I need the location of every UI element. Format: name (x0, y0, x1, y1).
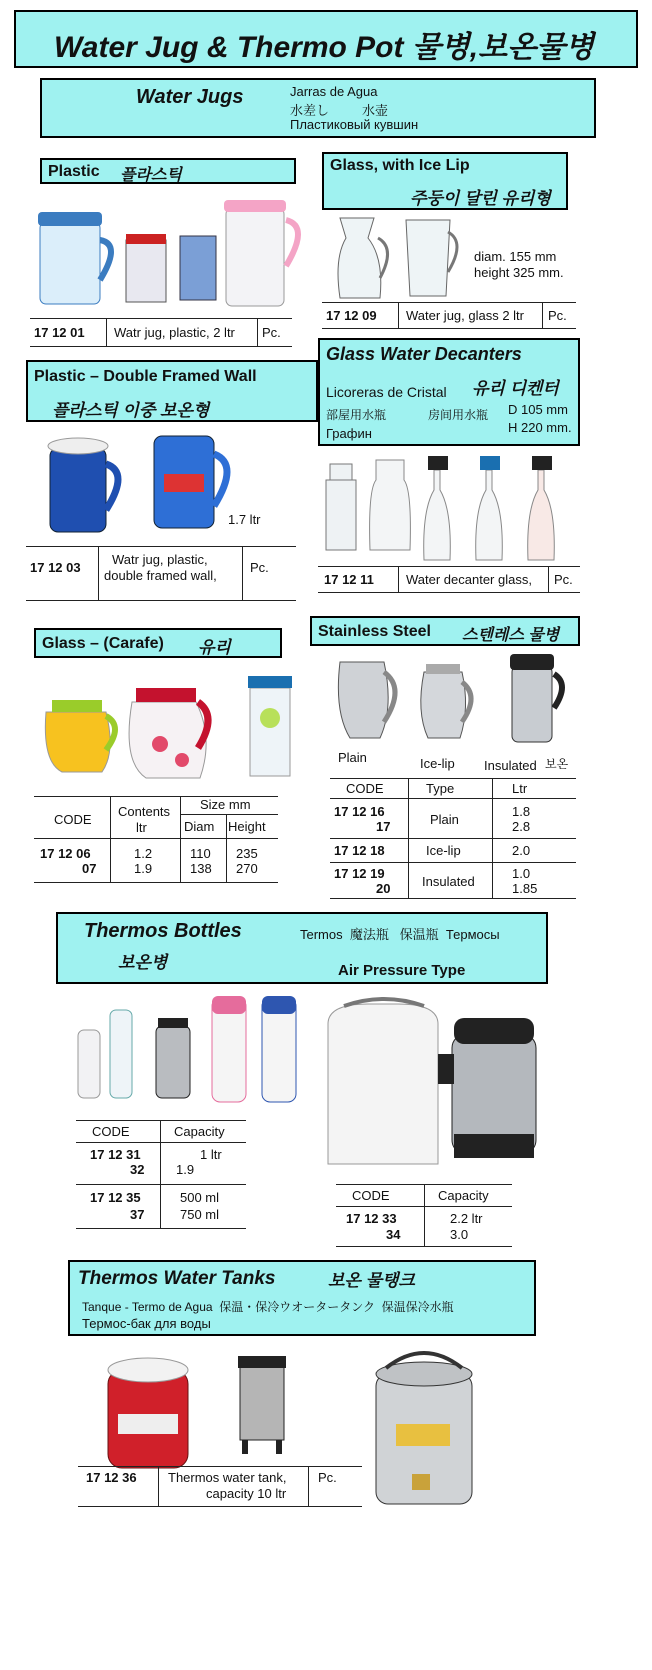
stainless-title: Stainless Steel (318, 623, 431, 640)
carafe-h-height: Height (228, 819, 266, 834)
stainless-row2-bottom (330, 862, 576, 863)
plastic-table-bottom (30, 346, 292, 347)
water-jugs-header (40, 78, 596, 138)
carafe-ht1: 235 (236, 846, 258, 861)
decanters-h: H 220 mm. (508, 420, 572, 435)
plastic-header (40, 158, 296, 184)
thermos-r2c1: 17 12 35 (90, 1190, 141, 1205)
thermos-title: Thermos Bottles (84, 920, 242, 942)
thermos-r1v2: 1.9 (176, 1162, 195, 1177)
thermos-bottles-image (72, 992, 312, 1108)
thermos-r2v1: 500 ml (180, 1190, 220, 1205)
stainless-r1-code2: 17 (376, 819, 391, 834)
tanks-unit: Pc. (318, 1470, 337, 1485)
plastic-double-div1 (98, 546, 99, 600)
glass-ice-image (330, 212, 470, 302)
tanks-title: Thermos Water Tanks (78, 1268, 276, 1289)
thermos-r2v2: 750 ml (180, 1207, 220, 1222)
carafe-div3 (226, 814, 227, 882)
air-table-bottom (336, 1246, 512, 1247)
stainless-r1-type: Plain (430, 812, 459, 827)
thermos-h-code: CODE (92, 1124, 130, 1139)
carafe-table-mid (34, 838, 278, 839)
stainless-div1 (408, 778, 409, 898)
glass-ice-table-div1 (398, 302, 399, 328)
air-r1v2: 3.0 (450, 1227, 469, 1242)
decanters-desc: Water decanter glass, (406, 572, 532, 587)
page-header (14, 10, 638, 68)
decanters-jp: 部屋用水瓶 (326, 408, 387, 422)
air-r1c2: 34 (386, 1227, 401, 1242)
plastic-double-desc1: Watr jug, plastic, (112, 552, 208, 567)
thermos-div1 (160, 1120, 161, 1228)
thermos-h-cap: Capacity (174, 1124, 225, 1139)
plastic-unit: Pc. (262, 325, 281, 340)
carafe-code2: 07 (82, 861, 97, 876)
carafe-c2: 1.9 (134, 861, 153, 876)
carafe-c1: 1.2 (134, 846, 153, 861)
glass-ice-dim1: diam. 155 mm (474, 249, 557, 264)
thermos-r1v1: 1 ltr (200, 1147, 222, 1162)
air-r1v1: 2.2 ltr (450, 1211, 483, 1226)
decanters-ko: 유리 디켄터 (472, 379, 559, 398)
thermos-table-row1 (76, 1184, 246, 1185)
decanters-header (318, 338, 580, 446)
plastic-double-header (26, 360, 318, 422)
glass-ice-header (322, 152, 568, 210)
glass-ice-title: Glass, with Ice Lip (330, 157, 470, 174)
stainless-div2 (492, 778, 493, 898)
glass-ice-desc: Water jug, glass 2 ltr (406, 308, 525, 323)
air-h-code: CODE (352, 1188, 390, 1203)
stainless-h-type: Type (426, 781, 455, 796)
plastic-double-table-bottom (26, 600, 296, 601)
carafe-h-contents2: ltr (136, 820, 147, 835)
tanks-desc1: Thermos water tank, (168, 1470, 287, 1485)
carafe-ht2: 270 (236, 861, 258, 876)
glass-ice-dim2: height 325 mm. (474, 265, 564, 280)
water-jugs-es: Jarras de Agua (290, 84, 378, 99)
stainless-r3-l1: 1.0 (512, 866, 531, 881)
stainless-r1-l1: 1.8 (512, 804, 531, 819)
plastic-double-table-top (26, 546, 296, 547)
stainless-r3-code2: 20 (376, 881, 391, 896)
thermos-r1c1: 17 12 31 (90, 1147, 141, 1162)
decanters-cn: 房间用水瓶 (428, 408, 489, 422)
carafe-header (34, 628, 282, 658)
decanters-table-bottom (318, 592, 580, 593)
stainless-table-h (330, 798, 576, 799)
plastic-table-div2 (257, 318, 258, 346)
thermos-langs: Termos 魔法瓶 保温瓶 Термосы (300, 927, 500, 942)
tanks-table-top (78, 1466, 362, 1467)
plastic-double-image (40, 428, 260, 538)
thermos-air: Air Pressure Type (338, 962, 466, 979)
glass-ice-ko: 주둥이 달린 유리형 (410, 189, 551, 208)
tanks-ko: 보온 물탱크 (328, 1271, 415, 1290)
tanks-line2: Термос-бак для воды (82, 1316, 211, 1331)
carafe-ko: 유리 (198, 638, 231, 657)
plastic-double-code: 17 12 03 (30, 560, 81, 575)
stainless-r1-l2: 2.8 (512, 819, 531, 834)
tanks-div1 (158, 1466, 159, 1506)
thermos-table-bottom (76, 1228, 246, 1229)
thermos-header (56, 912, 548, 984)
carafe-table-bottom (34, 882, 278, 883)
air-pressure-image (314, 994, 554, 1174)
stainless-r2-type: Ice-lip (426, 843, 461, 858)
stainless-lbl-ins: Insulated (484, 758, 537, 773)
glass-ice-code: 17 12 09 (326, 308, 377, 323)
stainless-r1-code1: 17 12 16 (334, 804, 385, 819)
tanks-image (100, 1344, 500, 1514)
tanks-div2 (308, 1466, 309, 1506)
plastic-table-div1 (106, 318, 107, 346)
water-jugs-jp2: 水壶 (362, 103, 389, 118)
decanters-d: D 105 mm (508, 402, 568, 417)
carafe-div1 (110, 796, 111, 882)
glass-ice-unit: Pc. (548, 308, 567, 323)
decanters-es: Licoreras de Cristal (326, 384, 447, 400)
stainless-r2-l1: 2.0 (512, 843, 531, 858)
plastic-jugs-image (30, 200, 310, 320)
stainless-header (310, 616, 580, 646)
tanks-table-bottom (78, 1506, 362, 1507)
carafe-h-diam: Diam (184, 819, 215, 834)
stainless-table-top (330, 778, 576, 779)
carafe-image (36, 672, 306, 782)
decanters-title: Glass Water Decanters (326, 344, 522, 364)
thermos-ko: 보온병 (118, 953, 168, 972)
carafe-h-code: CODE (54, 812, 92, 827)
carafe-div2 (180, 796, 181, 882)
stainless-h-ltr: Ltr (512, 781, 528, 796)
plastic-double-cap: 1.7 ltr (228, 512, 261, 527)
stainless-r2-code1: 17 12 18 (334, 843, 385, 858)
stainless-lbl-plain: Plain (338, 750, 367, 765)
decanters-code: 17 12 11 (324, 572, 374, 587)
glass-ice-table-div2 (542, 302, 543, 328)
carafe-title: Glass – (Carafe) (42, 635, 164, 652)
tanks-desc2: capacity 10 ltr (206, 1486, 287, 1501)
thermos-r2c2: 37 (130, 1207, 145, 1222)
plastic-double-ko: 플라스틱 이중 보온형 (52, 401, 210, 420)
glass-ice-table-top (322, 302, 576, 303)
carafe-d1: 110 (190, 846, 211, 861)
stainless-lbl-ins-ko: 보온 (545, 757, 569, 771)
decanters-table-top (318, 566, 580, 567)
stainless-h-code: CODE (346, 781, 384, 796)
stainless-table-bottom (330, 898, 576, 899)
decanters-image (316, 450, 576, 562)
thermos-table-h (76, 1142, 246, 1143)
water-jugs-title: Water Jugs (136, 86, 244, 108)
stainless-r3-type: Insulated (422, 874, 475, 889)
plastic-desc: Watr jug, plastic, 2 ltr (114, 325, 235, 340)
decanters-ru: Графин (326, 426, 372, 441)
water-jugs-jp1: 水差し (290, 103, 330, 118)
carafe-h-size: Size mm (200, 797, 251, 812)
glass-ice-table-bottom (322, 328, 576, 329)
plastic-double-div2 (242, 546, 243, 600)
plastic-table-top (30, 318, 292, 319)
thermos-table-top (76, 1120, 246, 1121)
plastic-title: Plastic (48, 163, 100, 180)
stainless-lbl-ice: Ice-lip (420, 756, 455, 771)
thermos-r1c2: 32 (130, 1162, 145, 1177)
plastic-double-desc2: double framed wall, (104, 568, 217, 583)
tanks-line1: Tanque - Termo de Agua 保温・保冷ウオータータンク 保温保冷水瓶 (82, 1300, 454, 1314)
tanks-code: 17 12 36 (86, 1470, 137, 1485)
carafe-size-line (180, 814, 278, 815)
carafe-h-contents1: Contents (118, 804, 171, 819)
plastic-ko: 플라스틱 (120, 167, 182, 184)
decanters-unit: Pc. (554, 572, 573, 587)
carafe-d2: 138 (190, 861, 212, 876)
stainless-ko: 스텐레스 물병 (462, 627, 560, 644)
plastic-double-title: Plastic – Double Framed Wall (34, 368, 257, 385)
air-r1c1: 17 12 33 (346, 1211, 397, 1226)
stainless-r3-code1: 17 12 19 (334, 866, 385, 881)
plastic-double-unit: Pc. (250, 560, 269, 575)
stainless-image (328, 652, 588, 748)
carafe-code1: 17 12 06 (40, 846, 91, 861)
water-jugs-ru: Пластиковый кувшин (290, 117, 419, 132)
stainless-r3-l2: 1.85 (512, 881, 538, 896)
decanters-div2 (548, 566, 549, 592)
air-h-cap: Capacity (438, 1188, 489, 1203)
page-title: Water Jug & Thermo Pot 물병,보온물병 (54, 31, 595, 64)
air-div1 (424, 1184, 425, 1246)
decanters-div1 (398, 566, 399, 592)
plastic-code: 17 12 01 (34, 325, 85, 340)
tanks-header (68, 1260, 536, 1336)
stainless-row1-bottom (330, 838, 576, 839)
